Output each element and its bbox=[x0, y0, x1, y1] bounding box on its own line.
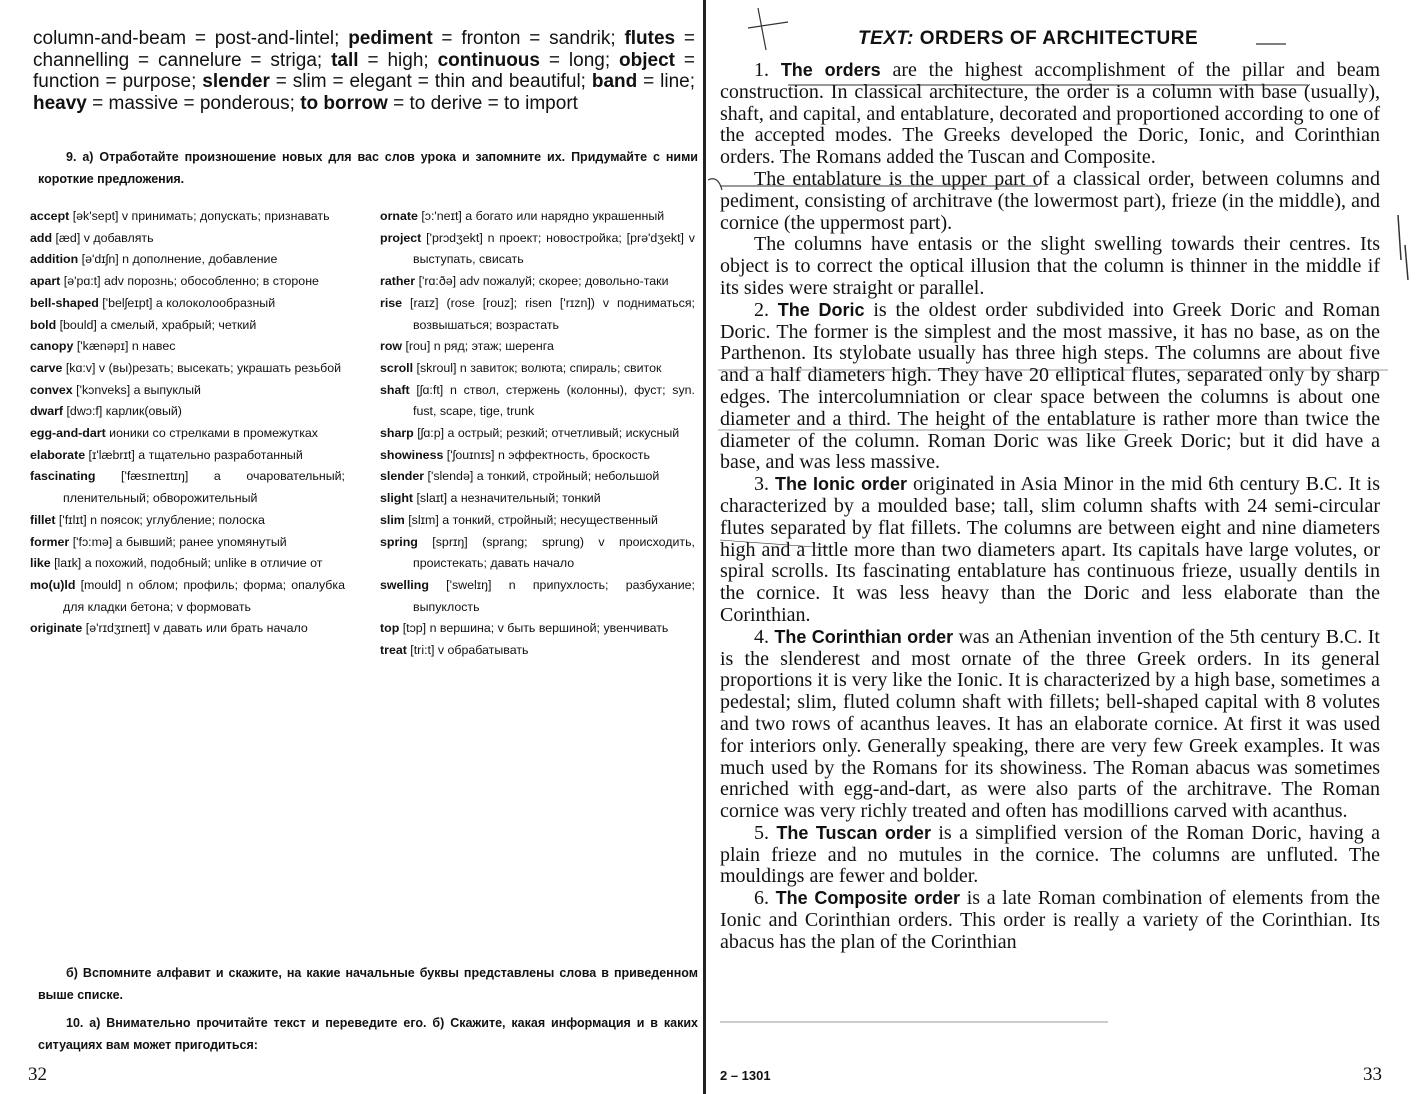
vocab-definition: ['rɑ:ðə] adv пожалуй; скорее; довольно-таки bbox=[415, 274, 669, 289]
synonyms-block bbox=[33, 28, 695, 114]
vocab-entry bbox=[30, 380, 345, 402]
vocab-entry bbox=[380, 336, 695, 358]
paragraph-number: 2. bbox=[754, 298, 778, 321]
vocab-entry bbox=[30, 466, 345, 509]
synonym-equivalent: = high; bbox=[358, 49, 438, 71]
vocab-word: egg-and-dart bbox=[30, 426, 106, 441]
vocab-word: scroll bbox=[380, 360, 414, 375]
synonym-equivalent: = to derive = to import bbox=[387, 92, 578, 114]
vocab-entry bbox=[380, 423, 695, 445]
paragraph-text: was an Athenian invention of the 5th century B.C. It is the slenderest and most ornate of the three Greek orders. In its general proportions it is very like the Ionic. It is characterized by a high base, sometimes a pedestal; slim, fluted column shaft with fillets; bell-shaped capital with 8 volutes and two rows of acanthus leaves. It has an elaborate cornice. At first it was used for interiors only. Generally speaking, there are very few Greek examples. It was much used by the Romans for its showiness. The Roman abacus was sometimes enriched with egg-and-dart, as were also parts of the architrave. The Roman cornice was very richly treated and often has modillions carved with acanthus. bbox=[720, 625, 1380, 823]
synonym-term: object bbox=[619, 49, 675, 71]
vocab-definition: [skroul] n завиток; волюта; спираль; свиток bbox=[413, 360, 662, 375]
vocab-word: addition bbox=[30, 252, 79, 267]
vocab-word: slim bbox=[380, 512, 405, 527]
paragraph-number: 3. bbox=[754, 473, 775, 496]
vocab-word: fascinating bbox=[30, 469, 96, 484]
article-paragraph bbox=[720, 888, 1380, 953]
vocab-definition: [slaɪt] a незначительный; тонкий bbox=[413, 491, 601, 506]
article-body bbox=[720, 60, 1380, 954]
vocab-word: sharp bbox=[380, 426, 414, 441]
vocab-entry bbox=[380, 466, 695, 488]
vocab-word: top bbox=[380, 621, 400, 636]
signature-mark: 2 – 1301 bbox=[720, 1068, 771, 1083]
vocab-word: project bbox=[380, 230, 422, 245]
vocab-entry bbox=[380, 575, 695, 618]
vocab-word: former bbox=[30, 534, 70, 549]
vocab-entry bbox=[30, 271, 345, 293]
paragraph-text: is the oldest order subdivided into Greek Doric and Roman Doric. The former is the simplest and the most massive, it has no base, as on the Parthenon. Its stylobate usually has three high steps. The columns are about five and a half diameters high. They have 20 elliptical flutes, separated only by sharp edges. The intercolumniation or clear space between the columns is about one diameter and a third. The height of the entablature is rather more than twice the diameter of the column. Roman Doric was like Greek Doric; but it did have a base, and was less massive. bbox=[720, 298, 1381, 474]
synonym-equivalent: = line; bbox=[637, 71, 695, 92]
vocab-word: carve bbox=[30, 360, 63, 375]
paragraph-number: 5. bbox=[754, 821, 777, 844]
vocab-word: originate bbox=[30, 621, 83, 636]
vocab-entry bbox=[30, 553, 345, 575]
synonym-term: tall bbox=[331, 49, 359, 71]
vocab-word: like bbox=[30, 556, 51, 571]
vocab-entry bbox=[30, 358, 345, 380]
paragraph-text: The columns have entasis or the slight swelling towards their centres. Its object is to correct the optical illusion that the column is thinner in the middle if its sides were straight or parallel. bbox=[720, 233, 1380, 299]
task-9b: б) Вспомните алфавит и скажите, на какие начальные буквы представлены слова в приведенном выше списке. bbox=[38, 966, 698, 1002]
article-paragraph bbox=[720, 300, 1380, 474]
vocab-definition: [ɔ:'neɪt] a богато или нарядно украшенный bbox=[417, 209, 665, 223]
synonym-equivalent: = post-and-lintel; bbox=[186, 28, 349, 49]
vocab-definition: ['prɔdʒekt] n проект; новостройка; [prə'dʒekt] v выступать, свисать bbox=[413, 230, 695, 267]
vocab-entry bbox=[30, 336, 345, 358]
vocab-definition: ионики со стрелками в промежутках bbox=[105, 426, 318, 441]
vocab-definition: [ɪ'læbrɪt] a тщательно разработанный bbox=[85, 447, 303, 462]
vocab-definition: [dwɔ:f] карлик(овый) bbox=[63, 404, 182, 419]
synonym-term: band bbox=[591, 71, 638, 92]
synonym-equivalent: = function = purpose; bbox=[33, 49, 695, 92]
vocab-word: bell-shaped bbox=[30, 295, 99, 310]
paragraph-text: The entablature is the upper part of a classical order, between columns and pediment, consisting of architrave (the lowermost part), frieze (in the middle), and cornice (the uppermost part). bbox=[720, 167, 1380, 234]
vocab-definition: [slɪm] a тонкий, стройный; несущественный bbox=[404, 512, 658, 527]
vocab-entry bbox=[30, 510, 345, 532]
article-paragraph bbox=[720, 60, 1380, 169]
vocab-entry bbox=[30, 532, 345, 554]
vocab-entry bbox=[30, 575, 345, 618]
vocab-word: treat bbox=[380, 643, 407, 658]
vocab-definition: ['swelɪŋ] n припухлость; разбухание; выпуклость bbox=[413, 577, 695, 614]
vocab-word: mo(u)ld bbox=[30, 577, 76, 592]
vocab-word: rather bbox=[380, 274, 416, 289]
article-paragraph bbox=[720, 627, 1380, 823]
article-paragraph bbox=[720, 169, 1380, 234]
vocab-definition: [ə'rɪdʒɪneɪt] v давать или брать начало bbox=[82, 621, 308, 636]
article-paragraph bbox=[720, 474, 1380, 627]
vocab-word: slender bbox=[380, 469, 425, 484]
vocab-definition: [ʃɑ:ft] n ствол, стержень (колонны), фуст; syn. fust, scape, tige, trunk bbox=[409, 382, 695, 419]
left-page bbox=[0, 0, 704, 1094]
vocab-definition: ['ʃouɪnɪs] n эффектность, броскость bbox=[443, 447, 650, 462]
synonym-equivalent: = fronton = sandrik; bbox=[432, 28, 625, 49]
vocab-definition: [mould] n облом; профиль; форма; опалубка для кладки бетона; v формовать bbox=[63, 577, 345, 614]
vocab-definition: ['fɔ:mə] a бывший; ранее упомянутый bbox=[69, 534, 287, 549]
vocab-word: dwarf bbox=[30, 404, 64, 419]
vocab-definition: [tɔp] n вершина; v быть вершиной; увенчивать bbox=[399, 621, 669, 636]
vocab-word: apart bbox=[30, 274, 61, 289]
paragraph-text: is a late Roman combination of elements from the Ionic and Corinthian orders. This order is really a variety of the Corinthian. Its abacus has the plan of the Corinthian bbox=[720, 887, 1380, 953]
vocab-entry bbox=[30, 228, 345, 250]
title-prefix: TEXT: bbox=[858, 28, 914, 49]
paragraph-text: are the highest accomplishment of the pillar and beam construction. In classical architecture, the order is a column with base (usually), shaft, and capital, and entablature, decorated and proportioned according to one of the accepted modes. The Greeks developed the Doric, Ionic, and Corinthian orders. The Romans added the Tuscan and Composite. bbox=[720, 59, 1381, 169]
order-name: The Tuscan order bbox=[776, 822, 931, 843]
vocab-entry bbox=[380, 380, 695, 423]
vocab-entry bbox=[380, 293, 695, 336]
vocab-entry bbox=[30, 206, 345, 228]
vocab-entry bbox=[30, 445, 345, 467]
vocab-entry bbox=[30, 618, 345, 640]
vocab-definition: ['belʃeɪpt] a колоколообразный bbox=[98, 295, 276, 310]
order-name: The Composite order bbox=[775, 888, 961, 909]
book-spine bbox=[703, 0, 706, 1094]
vocab-definition: [laɪk] a похожий, подобный; unlike в отличие от bbox=[50, 556, 323, 571]
vocab-word: showiness bbox=[380, 447, 444, 462]
vocab-entry bbox=[380, 206, 695, 228]
vocab-word: canopy bbox=[30, 339, 74, 354]
vocab-entry bbox=[380, 640, 695, 662]
vocab-entry bbox=[380, 510, 695, 532]
vocab-definition: [æd] v добавлять bbox=[52, 230, 154, 245]
vocab-word: swelling bbox=[380, 577, 429, 592]
vocab-word: ornate bbox=[380, 209, 418, 223]
vocab-definition: [tri:t] v обрабатывать bbox=[406, 643, 529, 658]
task-10: 10. а) Внимательно прочитайте текст и переведите его. б) Скажите, какая информация и в каких ситуациях вам может пригодиться: bbox=[38, 1016, 698, 1052]
text-title bbox=[858, 28, 1198, 50]
vocab-definition: ['slendə] a тонкий, стройный; небольшой bbox=[424, 469, 660, 484]
vocab-word: convex bbox=[30, 382, 73, 397]
vocab-definition: [rou] n ряд; этаж; шеренга bbox=[402, 339, 554, 354]
vocab-word: row bbox=[380, 339, 403, 354]
synonym-term: heavy bbox=[33, 92, 87, 114]
synonym-term: slender bbox=[202, 71, 270, 92]
synonym-equivalent: = slim = elegant = thin and beautiful; bbox=[269, 71, 592, 92]
vocab-definition: ['fɪlɪt] n поясок; углубление; полоска bbox=[55, 512, 265, 527]
vocab-entry bbox=[30, 315, 345, 337]
vocab-column-right bbox=[380, 206, 695, 662]
vocab-definition: [ə'dɪʃn] n дополнение, добавление bbox=[78, 252, 278, 267]
vocab-word: fillet bbox=[30, 512, 56, 527]
vocab-entry bbox=[30, 401, 345, 423]
vocab-entry bbox=[30, 293, 345, 315]
vocab-word: shaft bbox=[380, 382, 410, 397]
vocab-entry bbox=[30, 249, 345, 271]
synonym-equivalent: = massive = ponderous; bbox=[86, 92, 301, 114]
vocab-entry bbox=[380, 445, 695, 467]
vocab-entry bbox=[380, 228, 695, 271]
task-9a: 9. а) Отработайте произношение новых для вас слов урока и запомните их. Придумайте с ними короткие предложения. bbox=[38, 150, 698, 186]
synonym-equivalent: = channelling = cannelure = striga; bbox=[33, 28, 696, 71]
synonym-term: column-and-beam bbox=[33, 28, 187, 49]
vocab-definition: [sprɪŋ] (sprang; sprung) v происходить, проистекать; давать начало bbox=[413, 534, 695, 571]
vocab-definition: [kɑ:v] v (вы)резать; высекать; украшать резьбой bbox=[62, 360, 342, 375]
paragraph-number: 6. bbox=[754, 887, 776, 910]
vocab-word: elaborate bbox=[30, 447, 86, 462]
synonym-term: to borrow bbox=[300, 92, 388, 114]
synonym-term: continuous bbox=[437, 49, 540, 71]
paragraph-text: is a simplified version of the Roman Doric, having a plain frieze and no mutules in the cornice. The columns are unfluted. The mouldings are fewer and bolder. bbox=[720, 821, 1380, 888]
paragraph-number: 4. bbox=[754, 625, 775, 648]
vocab-word: rise bbox=[380, 295, 403, 310]
order-name: The Ionic order bbox=[775, 474, 908, 495]
article-paragraph bbox=[720, 823, 1380, 888]
vocab-word: spring bbox=[380, 534, 418, 549]
right-page bbox=[708, 0, 1416, 1094]
paragraph-number: 1. bbox=[754, 59, 781, 81]
vocab-definition: [bould] a смелый, храбрый; четкий bbox=[56, 317, 257, 332]
article-paragraph bbox=[720, 234, 1380, 299]
page-number-right: 33 bbox=[1363, 1064, 1382, 1085]
synonym-equivalent: = long; bbox=[539, 49, 620, 71]
synonym-term: flutes bbox=[624, 28, 676, 49]
vocab-entry bbox=[380, 358, 695, 380]
vocab-word: slight bbox=[380, 491, 414, 506]
vocab-definition: [ək'sept] v принимать; допускать; признавать bbox=[69, 209, 330, 223]
synonym-term: pediment bbox=[348, 28, 433, 49]
vocab-definition: ['kɔnveks] a выпуклый bbox=[72, 382, 201, 397]
vocab-definition: ['kænəpɪ] n навес bbox=[73, 339, 176, 354]
vocab-word: add bbox=[30, 230, 53, 245]
page-number-left: 32 bbox=[28, 1064, 47, 1085]
vocab-entry bbox=[380, 532, 695, 575]
vocab-definition: ['fæsɪneɪtɪŋ] a очаровательный; пленительный; обворожительный bbox=[63, 469, 345, 506]
vocab-entry bbox=[30, 423, 345, 445]
vocab-entry bbox=[380, 618, 695, 640]
paragraph-text: originated in Asia Minor in the mid 6th century B.C. It is characterized by a moulded base; tall, slim column shafts with 24 semi-circular flutes separated by flat fillets. The columns are between eight and nine diameters high and a little more than two diameters apart. Its capitals have large volutes, or spiral scrolls. Its fascinating entablature has continuous frieze, usually dentils in the cornice. It was less heavy than the Doric and less elaborate than the Corinthian. bbox=[720, 473, 1380, 626]
order-name: The Doric bbox=[777, 299, 865, 320]
order-name: The Corinthian order bbox=[774, 626, 954, 647]
vocab-entry bbox=[380, 271, 695, 293]
vocab-column-left bbox=[30, 206, 345, 640]
vocab-word: bold bbox=[30, 317, 57, 332]
vocab-definition: [ə'pɑ:t] adv порознь; обособленно; в стороне bbox=[60, 274, 319, 289]
vocab-definition: [raɪz] (rose [rouz]; risen ['rɪzn]) v подниматься; возвышаться; возрастать bbox=[402, 295, 695, 332]
vocab-entry bbox=[380, 488, 695, 510]
vocab-definition: [ʃɑ:p] a острый; резкий; отчетливый; искусный bbox=[413, 426, 680, 441]
order-name: The orders bbox=[780, 60, 881, 80]
vocab-word: accept bbox=[30, 209, 70, 223]
title-main: ORDERS OF ARCHITECTURE bbox=[919, 28, 1199, 49]
